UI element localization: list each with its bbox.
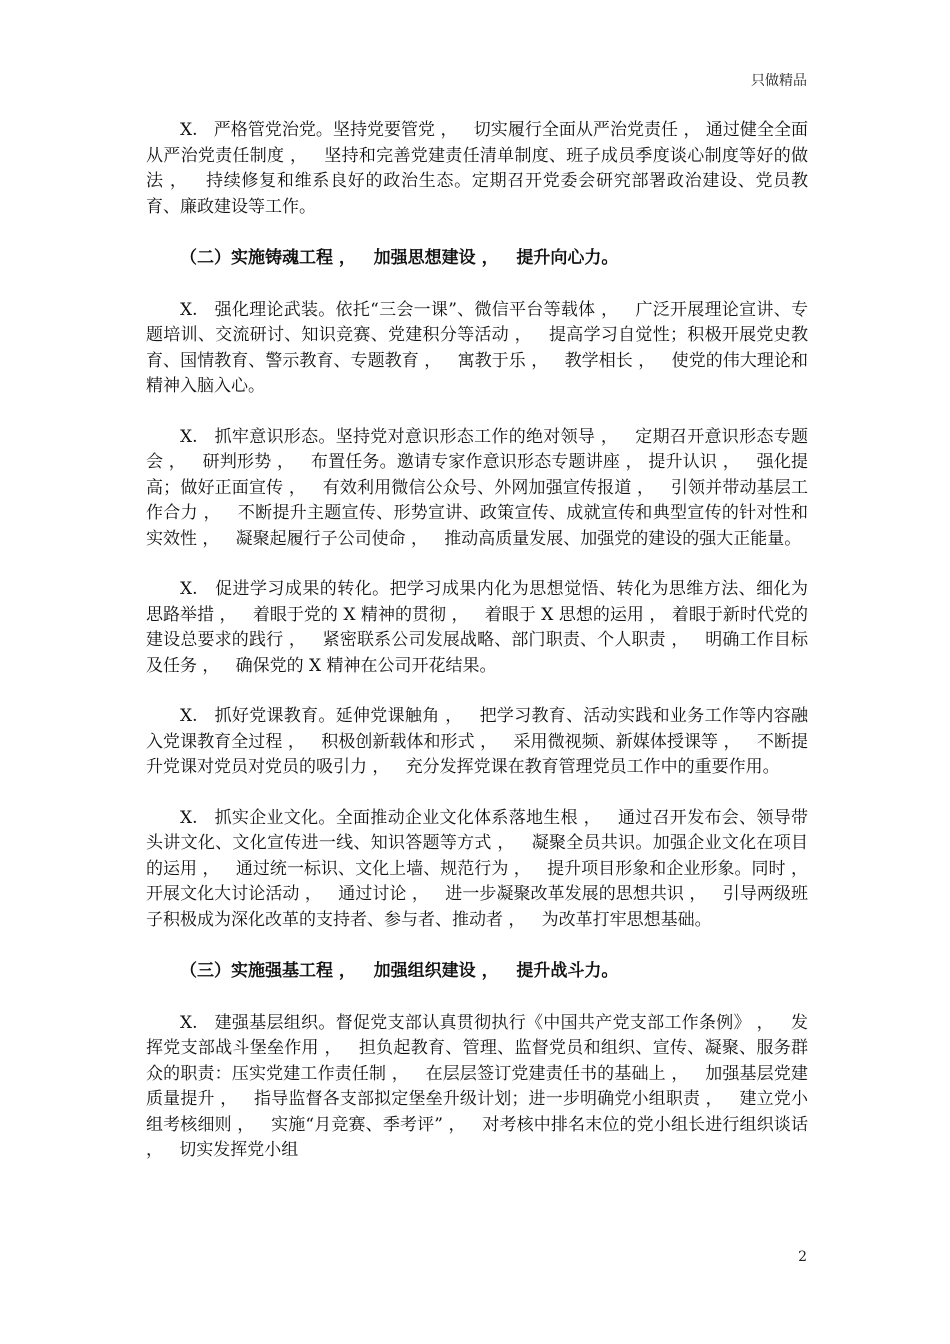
paragraph-party-lessons: X. 抓好党课教育。延伸党课触角 ， 把学习教育、活动实践和业务工作等内容融入党课教育全过程 ， 积极创新载体和形式 ， 采用微视频、新媒体授课等 ， 不断提升党课对党员对党员的吸引力 ， 充分发挥党课在教育管理党员工作中的重要作用。 bbox=[146, 706, 808, 777]
section-heading-soul-casting: （二）实施铸魂工程 ， 加强思想建设 ， 提升向心力。 bbox=[180, 248, 619, 268]
paragraph-ideology: X. 抓牢意识形态。坚持党对意识形态工作的绝对领导 ， 定期召开意识形态专题会 ， 研判形势 ， 布置任务。邀请专家作意识形态专题讲座 ， 提升认识 ， 强化提高；做好正面宣传 ， 有效利用微信公众号、外网加强宣传报道 ， 引领并带动基层工作合力 ， 不断提升主题宣传、形势宣讲、政策宣传、成就宣传和典型宣传的针对性和实效性 ， 凝聚起履行子公司使命 ， 推动高质量发展、加强党的建设的强大正能量。 bbox=[146, 426, 808, 549]
document-body bbox=[146, 118, 825, 1164]
header-note: 只做精品 bbox=[751, 73, 807, 89]
paragraph-theory-armament: X. 强化理论武装。依托“三会一课”、微信平台等载体 ， 广泛开展理论宣讲、专题培训、交流研讨、知识竞赛、党建积分等活动 ， 提高学习自觉性；积极开展党史教育、国情教育、警示教育、专题教育 ， 寓教于乐 ， 教学相长 ， 使党的伟大理论和精神入脑入心。 bbox=[146, 299, 808, 396]
paragraph-learning-results: X. 促进学习成果的转化。把学习成果内化为思想觉悟、转化为思维方法、细化为思路举措 ， 着眼于党的 X 精神的贯彻 ， 着眼于 X 思想的运用 ， 着眼于新时代党的建设总要求的践行 ， 紧密联系公司发展战略、部门职责、个人职责 ， 明确工作目标及任务 ， 确保党的 X 精神在公司开花结果。 bbox=[146, 579, 808, 676]
paragraph-corporate-culture: X. 抓实企业文化。全面推动企业文化体系落地生根 ， 通过召开发布会、领导带头讲文化、文化宣传进一线、知识答题等方式 ， 凝聚全员共识。加强企业文化在项目的运用 ， 通过统一标识、文化上墙、规范行为 ， 提升项目形象和企业形象。同时 ， 开展文化大讨论活动 ， 通过讨论 ， 进一步凝聚改革发展的思想共识 ， 引导两级班子积极成为深化改革的支持者、参与者、推动者 ， 为改革打牢思想基础。 bbox=[146, 807, 825, 930]
page-number: 2 bbox=[798, 1249, 807, 1265]
section-heading-strengthen-base: （三）实施强基工程 ， 加强组织建设 ， 提升战斗力。 bbox=[180, 961, 619, 981]
paragraph-grassroots-organization: X. 建强基层组织。督促党支部认真贯彻执行《中国共产党支部工作条例》 ， 发挥党支部战斗堡垒作用 ， 担负起教育、管理、监督党员和组织、宣传、凝聚、服务群众的职责：压实党建工作责任制 ， 在层层签订党建责任书的基础上 ， 加强基层党建质量提升 ， 指导监督各支部拟定堡垒升级计划；进一步明确党小组职责 ， 建立党小组考核细则 ， 实施“月竞赛、季考评” ， 对考核中排名末位的党小组长进行组织谈话 ， 切实发挥党小组 bbox=[146, 1012, 814, 1160]
paragraph-strict-party-governance: X. 严格管党治党。坚持党要管党 ， 切实履行全面从严治党责任 ， 通过健全全面从严治党责任制度 ， 坚持和完善党建责任清单制度、班子成员季度谈心制度等好的做法 ， 持续修复和维系良好的政治生态。定期召开党委会研究部署政治建设、党员教育、廉政建设等工作。 bbox=[146, 120, 808, 217]
